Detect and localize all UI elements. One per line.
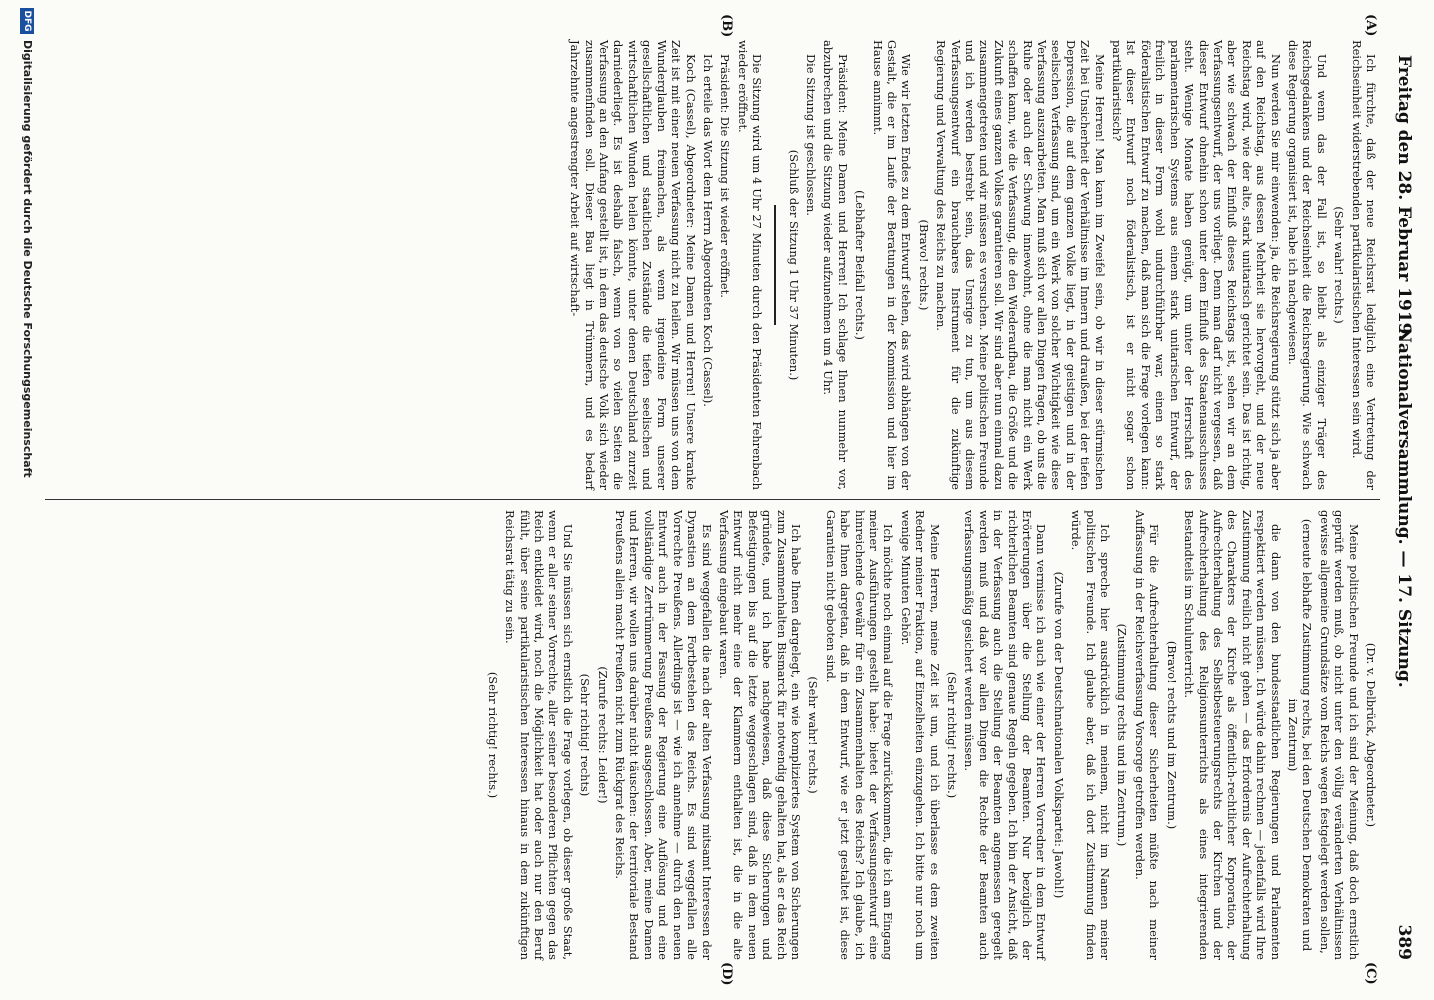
left-column-paragraph: (Bravo! rechts.) (916, 219, 931, 311)
left-column-paragraph: (Sehr wahr! rechts.) (1332, 206, 1347, 324)
margin-mark-d: (D) (719, 962, 734, 986)
right-column-paragraph: Für die Aufrechterhaltung dieser Sicherheiten müßte nach meiner Auffassung in der Reichsverfassung Vorsorge getroffen werden. (1132, 510, 1162, 960)
right-column-paragraph: (Sehr richtig! rechts) (578, 673, 593, 797)
right-column-paragraph: Meine Herren, meine Zeit ist um, und ich überlasse es dem zweiten Redner meiner Fraktion, auf Einzelheiten einzugehen. Ich bitte nur noch um wenige Minuten Gehör. (898, 510, 942, 960)
left-column-paragraph: Die Sitzung wird um 4 Uhr 27 Minuten durch den Präsidenten Fehrenbach wieder eröffnet. (735, 40, 765, 490)
dfg-logo: DFG (20, 8, 34, 34)
right-column-paragraph: Und Sie müssen sich ernstlich die Frage vorlegen, ob dieser große Staat, wenn er aller seiner Vorrechte, aller seiner besonderen Pflichten gegen das Reich entkleidet wird, noch die Möglichkeit hat oder auch nur den Beruf fühlt, über seine partikularistischen Interessen hinaus in dem zukünftigen Reichsrat tätig zu sein. (503, 510, 575, 960)
left-column-paragraph: Wie wir letzten Endes zu dem Entwurf stehen, das wird abhängen von der Gestalt, die er im Laufe der Beratungen in der Kommission und hier im Hause annimmt. (870, 40, 914, 490)
right-column-paragraph: (Dr. v. Delbrück, Abgeordneter.) (1364, 642, 1378, 828)
right-column-paragraph: Ich möchte noch einmal auf die Frage zurückkommen, die ich am Eingang meiner Ausführungen gestellt habe: bietet der Verfassungsentwurf eine hinreichende Gewähr für ein Zusammenhalten des Reichs? Ich glaube, ich habe Ihnen dargetan, daß in dem Entwurf, wie er jetzt gestaltet ist, diese Garantien nicht geboten sind. (823, 510, 896, 960)
margin-mark-c: (C) (1363, 962, 1378, 985)
left-column-paragraph: Präsident: Meine Damen und Herren! Ich schlage Ihnen nunmehr vor, abzubrechen und die Sitzung wieder aufzunehmen um 4 Uhr. (821, 40, 850, 490)
left-column-paragraph: Präsident: Die Sitzung ist wieder eröffnet. (718, 54, 733, 298)
right-column-paragraph: (Sehr richtig! rechts.) (945, 671, 960, 799)
session-break-rule (774, 205, 776, 325)
right-column-paragraph: (erneute lebhafte Zustimmung rechts, bei den Deutschen Demokraten und im Zentrum) (1285, 518, 1315, 952)
right-column-paragraph: (Zurufe von der Deutschnationalen Volkspartei: Jawohl!) (1051, 571, 1066, 899)
right-column-paragraph: Es sind weggefallen die nach der alten Verfassung mitsamt Interessen der Dynastien an dem Fortbestehen des Reichs. Es sind weggefallen alle Vorrechte Preußens. Allerdings ist — wie ich annehme — durch den neuen Entwurf auch in der Fassung der Regierung eine Auflösung und eine vollständige Zertrümmerung Preußens ausgeschlossen. Aber, meine Damen und Herren, wir wollen uns darüber nicht täuschen: der territoriale Bestand Preußens allein macht Preußen nicht zum Rückgrat des Reichs. (613, 510, 714, 960)
column-divider (45, 499, 1380, 500)
right-column-paragraph: (Zurufe rechts: Leider!) (595, 666, 610, 804)
page-number: 389 (1394, 924, 1414, 960)
left-column (565, 40, 1378, 490)
right-column-paragraph: (Sehr richtig! rechts.) (485, 671, 500, 799)
left-column-paragraph: Die Sitzung ist geschlossen. (803, 54, 818, 216)
right-column-paragraph: (Zustimmung rechts und im Zentrum.) (1115, 623, 1130, 847)
digitization-note: Digitalisierung gefördert durch die Deutsche Forschungsgemeinschaft (21, 40, 34, 478)
right-column-paragraph: Meine politischen Freunde und ich sind der Meinung, daß doch ernstlich geprüft werden muß, ob nicht unter den völlig veränderten Verhältnissen gewisse allgemeine Grundsätze vom Reichs wegen festgelegt werden sollen, (1317, 510, 1361, 960)
header-session: Nationalversammlung. — 17. Sitzung. (1394, 327, 1414, 688)
left-column-paragraph: (Lebhafter Beifall rechts.) (853, 190, 868, 340)
left-column-paragraph: (Schluß der Sitzung 1 Uhr 37 Minuten.) (786, 149, 801, 381)
left-column-paragraph: Ich fürchte, daß der neue Reichsrat lediglich eine Vertretung der Reichseinheit widerstrebenden partikularistischen Interessen sein wird. (1349, 40, 1378, 490)
page-header (1390, 55, 1416, 960)
left-column-paragraph: Koch (Cassel), Abgeordneter: Meine Damen und Herren! Unsere kranke Zeit ist mit einer neuen Verfassung nicht zu heilen. Wir müssen uns von dem Wunderglauben freimachen, als wenn irgendeine Form unserer gesellschaftlichen und staatlichen Zustände die tiefen seelischen und wirtschaftlichen Wunden heilen könnte, unter denen Deutschland zurzeit darniederliegt. Es ist deshalb falsch, wenn von so vielen Seiten die Verfassung an den Anfang gestellt ist, in dem das deutsche Volk sich wieder zusammenfinden soll. Dieser Bau liegt in Trümmern, und es bedarf Jahrzehnte angestrengter Arbeit auf wirtschaft- (568, 40, 698, 490)
right-column-paragraph: (Bravo! rechts und im Zentrum.) (1164, 640, 1179, 830)
left-column-paragraph: Nun werden Sie mir einwenden: ja, die Reichsregierung stützt sich ja aber auf den Reichstag, aus dessen Mehrheit sie hervorgeht, und der neue Reichstag wird, wie der alte, stark unitarisch gerichtet sein. Das ist richtig, aber wie schwach der Einfluß dieses Reichstags ist, sehen wir an dem Verfassungsentwurf, der uns vorliegt. Denn man darf nicht vergessen, daß dieser Entwurf ohnehin schon unter dem Einfluß des Staatenausschusses steht. Wenige Monate haben genügt, um unter der Herrschaft des parlamentarischen Systems aus einem stark unitarischen Entwurf, der freilich in dieser Form wohl undurchführbar war, einen so stark föderalistischen Entwurf zu machen, daß man sich die Frage vorlegen kann: Ist dieser Entwurf noch föderalistisch, ist er nicht sogar schon partikularistisch? (1110, 40, 1283, 490)
right-column-paragraph: Ich habe Ihnen dargelegt, ein wie kompliziertes System von Sicherungen zum Zusammenhalten Bismarck für notwendig gehalten hat, als er das Reich gründete, und ich habe nachgewiesen, daß diese Sicherungen und Befestigungen bis auf die letzte weggeschlagen sind, daß in dem neuen Entwurf nicht mehr eine der Klammern enthalten ist, die in die alte Verfassung eingebaut waren. (716, 510, 803, 960)
right-column-paragraph: (Sehr wahr! rechts.) (806, 676, 821, 794)
left-column-paragraph: Und wenn das der Fall ist, so bleibt als einziger Träger des Reichsgedankens und der Reichseinheit die Reichsregierung. Wie schwach diese Regierung organisiert ist, habe ich nachgewiesen. (1285, 40, 1329, 490)
left-column-paragraph: Meine Herren! Man kann im Zweifel sein, ob wir in dieser stürmischen Zeit bei Unsicherheit der Verhältnisse im Innern und draußen, bei der tiefen Depression, die auf dem ganzen Volke liegt, in der geistigen und in der seelischen Verfassung sind, um ein Werk von solcher Wichtigkeit wie diese Verfassung auszuarbeiten. Man muß sich vor allen Dingen fragen, ob uns die Ruhe oder auch der Schwung innewohnt, ohne die man nicht ein Werk schaffen kann, wie die Verfassung, die den Wiederaufbau, die Größe und die Zukunft eines ganzen Volkes garantieren soll. Wir sind aber nun einmal dazu zusammengetreten und wir müssen es versuchen. Meine politischen Freunde und ich werden bestrebt sein, das Unsrige zu tun, um aus diesem Verfassungsentwurf ein brauchbares Instrument für die zukünftige Regierung und Verwaltung des Reichs zu machen. (934, 40, 1107, 490)
margin-mark-b: (B) (719, 14, 734, 38)
right-column-paragraph: die dann von den bundesstaatlichen Regierungen und Parlamenten respektiert werden müssen. Ich würde dahin rechnen — jedenfalls wird Ihre Zustimmung freilich nicht gehen — das Erfordernis der Aufrechterhaltung des Charakters der Kirche als öffentlich-rechtlicher Korporation, der Aufrechterhaltung des Selbstbesteuerungsrechts der Kirchen und der Aufrechterhaltung des Religionsunterrichts als eines integrierenden Bestandteils im Schulunterricht. (1182, 510, 1283, 960)
margin-mark-a: (A) (1363, 14, 1378, 37)
right-column-paragraph: Dann vermisse ich auch wie einer der Herren Vorredner in dem Entwurf Erörterungen über die Stellung der Beamten. Nur bezüglich der richterlichen Beamten sind genaue Regeln gegeben. Ich bin der Ansicht, daß in der Verfassung auch die Stellung der Beamten angemessen geregelt werden muß und daß vor allen Dingen die Rechte der Beamten auch verfassungsmäßig gesichert werden müssen. (962, 510, 1049, 960)
right-column-paragraph: Ich spreche hier ausdrücklich in meinem, nicht im Namen meiner politischen Freunde. Ich glaube aber, daß ich dort Zustimmung finden würde. (1069, 510, 1113, 960)
header-date: Freitag den 28. Februar 1919. (1394, 55, 1414, 341)
left-column-paragraph: Ich erteile das Wort dem Herrn Abgeordneten Koch (Cassel). (700, 54, 715, 407)
right-column (482, 510, 1378, 960)
